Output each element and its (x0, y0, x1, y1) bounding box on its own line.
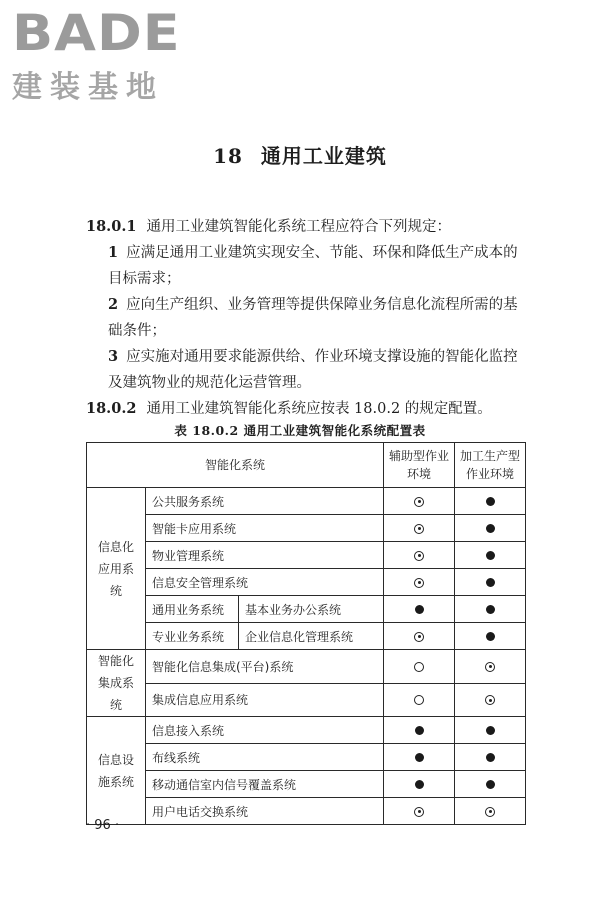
filled-dot-icon (486, 632, 495, 641)
table-title: 表 18.0.2 通用工业建筑智能化系统配置表 (174, 423, 426, 438)
filled-dot-icon (415, 780, 424, 789)
table-row: 信息设施系统 信息接入系统 (87, 717, 526, 744)
ring-dot-icon (485, 807, 495, 817)
table-row: 用户电话交换系统 (87, 798, 526, 825)
ring-dot-icon (414, 497, 424, 507)
filled-dot-icon (415, 605, 424, 614)
clause-text: 通用工业建筑智能化系统工程应符合下列规定： (146, 219, 451, 235)
filled-dot-icon (486, 726, 495, 735)
empty-dot-icon (414, 662, 424, 672)
config-table (86, 442, 526, 825)
filled-dot-icon (415, 726, 424, 735)
table-row: 信息安全管理系统 (87, 569, 526, 596)
clause-18-0-2 (86, 396, 526, 422)
clause-item-2: 2 应向生产组织、业务管理等提供保障业务信息化流程所需的基础条件； (108, 296, 518, 339)
filled-dot-icon (486, 551, 495, 560)
table-row: 专业业务系统 企业信息化管理系统 (87, 623, 526, 650)
filled-dot-icon (486, 753, 495, 762)
clause-number: 18.0.2 (86, 400, 137, 417)
ring-dot-icon (485, 662, 495, 672)
table-header-row (87, 443, 526, 488)
clause-18-0-1 (86, 214, 526, 422)
table-row: 信息化应用系统 公共服务系统 (87, 488, 526, 515)
table-row: 布线系统 (87, 744, 526, 771)
page-number: · 96 · (86, 818, 120, 833)
filled-dot-icon (486, 524, 495, 533)
table-row: 集成信息应用系统 (87, 683, 526, 717)
category-info-app: 信息化应用系统 (87, 488, 146, 650)
ring-dot-icon (414, 524, 424, 534)
chapter-name: 通用工业建筑 (260, 144, 387, 168)
filled-dot-icon (486, 605, 495, 614)
empty-dot-icon (414, 695, 424, 705)
filled-dot-icon (486, 780, 495, 789)
category-infra: 信息设施系统 (87, 717, 146, 825)
table-row: 智能化集成系统 智能化信息集成(平台)系统 (87, 650, 526, 684)
table-row: 移动通信室内信号覆盖系统 (87, 771, 526, 798)
ring-dot-icon (485, 695, 495, 705)
logo-text-cn: 建装基地 (12, 70, 164, 105)
chapter-title (0, 140, 600, 169)
category-integration: 智能化集成系统 (87, 650, 146, 717)
filled-dot-icon (486, 578, 495, 587)
clause-item-1: 1 应满足通用工业建筑实现安全、节能、环保和降低生产成本的目标需求； (108, 244, 518, 287)
ring-dot-icon (414, 632, 424, 642)
table-row: 智能卡应用系统 (87, 515, 526, 542)
filled-dot-icon (415, 753, 424, 762)
bade-logo (12, 6, 202, 106)
ring-dot-icon (414, 551, 424, 561)
clause-text: 通用工业建筑智能化系统应按表 18.0.2 的规定配置。 (146, 401, 492, 417)
table-row: 通用业务系统 基本业务办公系统 (87, 596, 526, 623)
filled-dot-icon (486, 497, 495, 506)
chapter-number: 18 (213, 144, 243, 168)
logo-text-en: BADE (12, 4, 181, 63)
clause-number: 18.0.1 (86, 218, 137, 235)
table-row: 物业管理系统 (87, 542, 526, 569)
header-system: 智能化系统 (87, 443, 384, 488)
ring-dot-icon (414, 807, 424, 817)
clause-item-3: 3 应实施对通用要求能源供给、作业环境支撑设施的智能化监控及建筑物业的规范化运营管理。 (108, 348, 518, 391)
ring-dot-icon (414, 578, 424, 588)
header-aux-env: 辅助型作业环境 (384, 443, 455, 488)
header-production-env: 加工生产型作业环境 (455, 443, 526, 488)
